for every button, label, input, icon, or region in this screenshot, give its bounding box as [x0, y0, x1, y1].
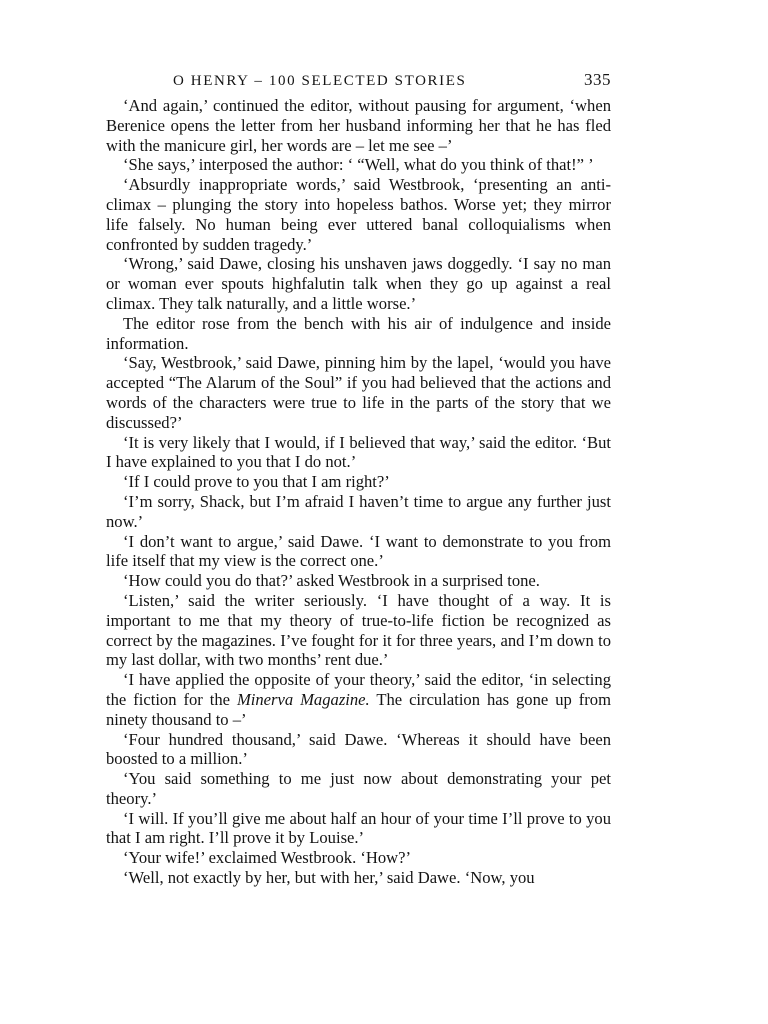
paragraph-text: The circulation has gone up from ninety thousand to –’: [106, 689, 611, 729]
paragraph: ‘Well, not exactly by her, but with her,’ said Dawe. ‘Now, you: [123, 868, 535, 888]
page-number: 335: [584, 70, 611, 89]
paragraph: ‘Listen,’ said the writer seriously. ‘I have thought of a way. It is important to me that my theory of true-to-life fiction be recognized as correct by the magazines. I’ve fought for it for three years, and I’m down to my last dollar, with two months’ rent due.’: [106, 590, 611, 670]
paragraph: ‘Wrong,’ said Dawe, closing his unshaven jaws doggedly. ‘I say no man or woman ever spouts highfalutin talk when they go up against a real climax. They talk naturally, and a little worse.’: [106, 254, 611, 313]
paragraph: ‘How could you do that?’ asked Westbrook in a surprised tone.: [123, 571, 540, 591]
body-text: [106, 96, 611, 888]
paragraph: ‘And again,’ continued the editor, without pausing for argument, ‘when Berenice opens the letter from her husband informing her that he has fled with the manicure girl, her words are – let me see –’: [106, 96, 611, 155]
paragraph-text: ‘I have applied the opposite of your theory,’ said the editor, ‘in selecting the fiction for the: [106, 670, 611, 709]
paragraph: ‘If I could prove to you that I am right?’: [123, 472, 390, 492]
paragraph: ‘Four hundred thousand,’ said Dawe. ‘Whereas it should have been boosted to a million.’: [106, 729, 611, 769]
running-head: [106, 70, 611, 96]
paragraph: ‘Say, Westbrook,’ said Dawe, pinning him by the lapel, ‘would you have accepted “The Alarum of the Soul” if you had believed that the actions and words of the characters were true to life in the parts of the story that we discussed?’: [106, 353, 611, 432]
paragraph: ‘I don’t want to argue,’ said Dawe. ‘I want to demonstrate to you from life itself that my view is the correct one.’: [106, 531, 611, 571]
paragraph: ‘It is very likely that I would, if I believed that way,’ said the editor. ‘But I have explained to you that I do not.’: [106, 432, 611, 472]
paragraph: [106, 670, 611, 729]
book-page: [106, 70, 611, 888]
paragraph: ‘Your wife!’ exclaimed Westbrook. ‘How?’: [123, 848, 412, 868]
paragraph: The editor rose from the bench with his air of indulgence and inside information.: [106, 313, 611, 353]
paragraph: ‘You said something to me just now about demonstrating your pet theory.’: [106, 769, 611, 808]
paragraph: ‘I’m sorry, Shack, but I’m afraid I haven’t time to argue any further just now.’: [106, 491, 611, 531]
paragraph: ‘Absurdly inappropriate words,’ said Westbrook, ‘presenting an anti-climax – plunging the story into hopeless bathos. Worse yet; they mirror life falsely. No human being ever uttered banal colloquialisms when confronted by sudden tragedy.’: [106, 175, 611, 254]
magazine-title: Minerva Magazine.: [236, 689, 370, 709]
paragraph: ‘She says,’ interposed the author: ‘ “Well, what do you think of that!” ’: [123, 155, 594, 175]
running-head-title: O HENRY – 100 SELECTED STORIES: [173, 73, 467, 89]
paragraph: ‘I will. If you’ll give me about half an hour of your time I’ll prove to you that I am right. I’ll prove it by Louise.’: [106, 808, 611, 848]
